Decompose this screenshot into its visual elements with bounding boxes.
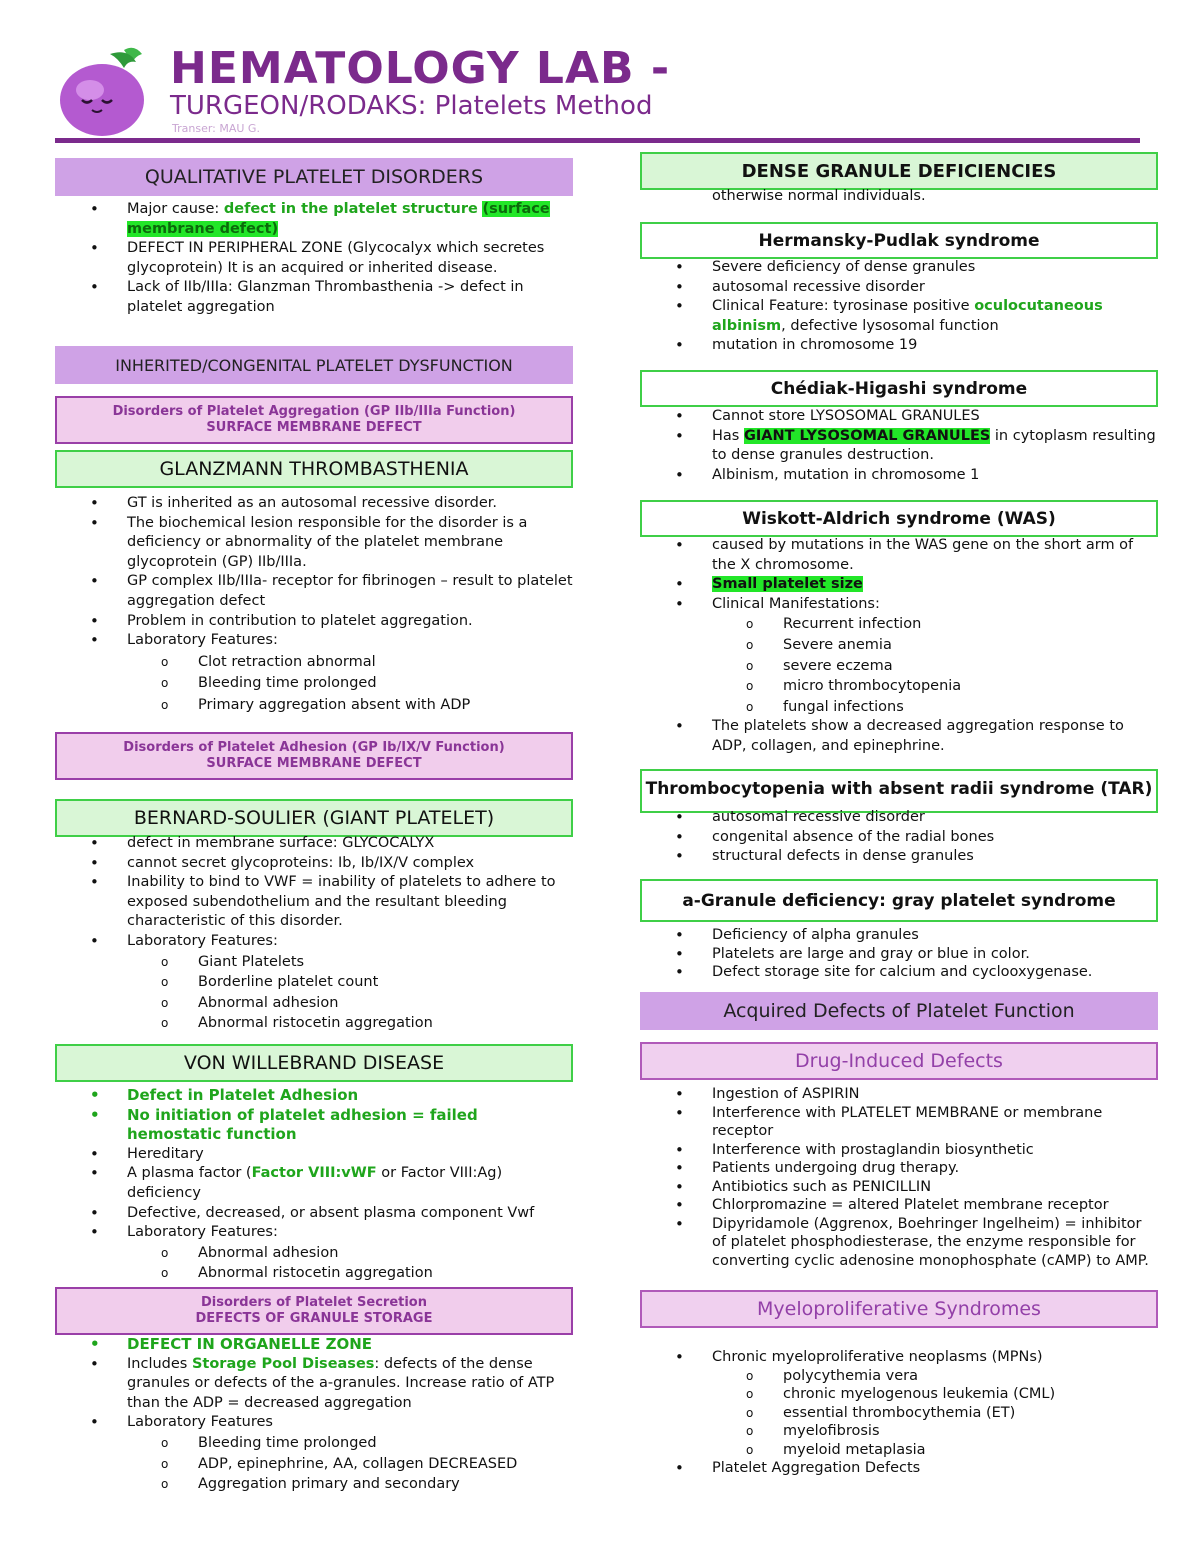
qualitative-disorders-heading: QUALITATIVE PLATELET DISORDERS — [55, 158, 573, 196]
adhesion-disorders-box — [55, 732, 573, 780]
myeloproliferative-list — [640, 1348, 1160, 1478]
von-willebrand-list — [55, 1086, 575, 1284]
list-item: • Laboratory Features: — [55, 631, 575, 651]
sub-item: o Clot retraction abnormal — [55, 653, 575, 673]
list-item: • Defect in Platelet Adhesion — [55, 1086, 575, 1106]
secretion-disorders-box — [55, 1287, 573, 1335]
list-item: • GP complex IIb/IIIa- receptor for fibrinogen – result to platelet aggregation defect — [55, 572, 575, 611]
list-item: • A plasma factor (Factor VIII:vWF or Factor VIII:Ag) deficiency — [55, 1164, 575, 1203]
chediak-higashi-heading: Chédiak-Higashi syndrome — [640, 370, 1158, 407]
bernard-soulier-heading: BERNARD-SOULIER (GIANT PLATELET) — [55, 799, 573, 837]
sub-item: o fungal infections — [640, 698, 1160, 718]
page-subtitle: TURGEON/RODAKS: Platelets Method — [170, 91, 653, 121]
sub-item: o myelofibrosis — [640, 1422, 1160, 1441]
list-item: • Problem in contribution to platelet aggregation. — [55, 612, 575, 632]
sub-item: o Recurrent infection — [640, 615, 1160, 635]
list-item: • Laboratory Features: — [55, 1223, 575, 1243]
tar-syndrome-title: Thrombocytopenia with absent radii syndrome (TAR) — [645, 779, 1153, 799]
list-item: • Laboratory Features — [55, 1413, 575, 1433]
header-rule — [55, 138, 1140, 143]
list-item: • mutation in chromosome 19 — [640, 336, 1160, 356]
gray-platelet-list — [640, 926, 1160, 982]
secretion-line2: DEFECTS OF GRANULE STORAGE — [195, 1311, 433, 1326]
wiskott-aldrich-heading: Wiskott-Aldrich syndrome (WAS) — [640, 500, 1158, 537]
sub-item: o chronic myelogenous leukemia (CML) — [640, 1385, 1160, 1404]
glanzmann-heading: GLANZMANN THROMBASTHENIA — [55, 450, 573, 488]
sub-item: o micro thrombocytopenia — [640, 677, 1160, 697]
list-item: • Deficiency of alpha granules — [640, 926, 1160, 945]
list-item: • Major cause: defect in the platelet structure (surface membrane defect) — [55, 200, 570, 239]
list-item: • The platelets show a decreased aggregation response to ADP, collagen, and epinephrine. — [640, 717, 1160, 756]
list-item: • Antibiotics such as PENICILLIN — [640, 1178, 1160, 1197]
list-item: • Severe deficiency of dense granules — [640, 258, 1160, 278]
list-item: • Defective, decreased, or absent plasma component Vwf — [55, 1204, 575, 1224]
eggplant-logo — [52, 42, 162, 142]
aggregation-disorders-box — [55, 396, 573, 444]
sub-item: o essential thrombocythemia (ET) — [640, 1404, 1160, 1423]
secretion-list — [55, 1335, 575, 1495]
sub-item: o Giant Platelets — [55, 953, 575, 973]
adhesion-line2: SURFACE MEMBRANE DEFECT — [206, 756, 422, 771]
list-item: • Small platelet size — [640, 575, 1160, 595]
sub-item: o myeloid metaplasia — [640, 1441, 1160, 1460]
list-item: • Clinical Feature: tyrosinase positive oculocutaneous albinism, defective lysosomal function — [640, 297, 1160, 336]
list-item: • Clinical Manifestations: — [640, 595, 1160, 615]
secretion-line1: Disorders of Platelet Secretion — [200, 1295, 427, 1310]
sub-item: o Severe anemia — [640, 636, 1160, 656]
list-item: • DEFECT IN ORGANELLE ZONE — [55, 1335, 575, 1355]
list-item: • autosomal recessive disorder — [640, 808, 1160, 828]
sub-item: o severe eczema — [640, 657, 1160, 677]
hermansky-pudlak-heading: Hermansky-Pudlak syndrome — [640, 222, 1158, 259]
list-item: • Platelets are large and gray or blue in color. — [640, 945, 1160, 964]
list-item: • Includes Storage Pool Diseases: defects of the dense granules or defects of the a-granules. Increase ratio of ATP than the ADP = decreased aggregation — [55, 1355, 575, 1414]
list-item: • Dipyridamole (Aggrenox, Boehringer Ingelheim) = inhibitor of platelet phosphodiesterase, the enzyme responsible for converting cyclic adenosine monophosphate (cAMP) to AMP. — [640, 1215, 1160, 1271]
list-item: • Has GIANT LYSOSOMAL GRANULES in cytoplasm resulting to dense granules destruction. — [640, 427, 1160, 466]
dense-granule-heading: DENSE GRANULE DEFICIENCIES — [640, 152, 1158, 190]
list-item: • DEFECT IN PERIPHERAL ZONE (Glycocalyx which secretes glycoprotein) It is an acquired or inherited disease. — [55, 239, 570, 278]
list-item: • Interference with PLATELET MEMBRANE or membrane receptor — [640, 1104, 1160, 1141]
list-item: • Hereditary — [55, 1145, 575, 1165]
transcriber-credit: Transer: MAU G. — [172, 122, 260, 135]
aggregation-line2: SURFACE MEMBRANE DEFECT — [206, 420, 422, 435]
list-item: • Patients undergoing drug therapy. — [640, 1159, 1160, 1178]
dense-granule-text: otherwise normal individuals. — [712, 188, 926, 204]
sub-item: o Bleeding time prolonged — [55, 674, 575, 694]
adhesion-line1: Disorders of Platelet Adhesion (GP Ib/IX/V Function) — [123, 740, 505, 755]
sub-item: o Borderline platelet count — [55, 973, 575, 993]
sub-item: o Abnormal ristocetin aggregation — [55, 1264, 575, 1284]
sub-item: o Abnormal ristocetin aggregation — [55, 1014, 575, 1034]
list-item: • Chlorpromazine = altered Platelet membrane receptor — [640, 1196, 1160, 1215]
sub-item: o Primary aggregation absent with ADP — [55, 696, 575, 716]
drug-induced-heading: Drug-Induced Defects — [640, 1042, 1158, 1080]
gray-platelet-heading: a-Granule deficiency: gray platelet syndrome — [640, 879, 1158, 922]
list-item: • caused by mutations in the WAS gene on the short arm of the X chromosome. — [640, 536, 1160, 575]
tar-syndrome-heading — [640, 769, 1158, 813]
sub-item: o ADP, epinephrine, AA, collagen DECREASED — [55, 1455, 575, 1475]
bernard-soulier-list — [55, 834, 575, 1034]
tar-syndrome-list — [640, 808, 1160, 867]
list-item: • The biochemical lesion responsible for the disorder is a deficiency or abnormality of the platelet membrane glycoprotein (GP) IIb/IIIa. — [55, 514, 575, 573]
list-item: • Lack of IIb/IIIa: Glanzman Thrombasthenia -> defect in platelet aggregation — [55, 278, 570, 317]
list-item: • cannot secret glycoproteins: Ib, Ib/IX/V complex — [55, 854, 575, 874]
list-item: • defect in membrane surface: GLYCOCALYX — [55, 834, 575, 854]
list-item: • structural defects in dense granules — [640, 847, 1160, 867]
glanzmann-list — [55, 494, 575, 716]
acquired-defects-heading: Acquired Defects of Platelet Function — [640, 992, 1158, 1030]
list-item: • Interference with prostaglandin biosynthetic — [640, 1141, 1160, 1160]
list-item: • GT is inherited as an autosomal recessive disorder. — [55, 494, 575, 514]
list-item: • Laboratory Features: — [55, 932, 575, 952]
sub-item: o Bleeding time prolonged — [55, 1434, 575, 1454]
list-item: • Platelet Aggregation Defects — [640, 1459, 1160, 1478]
list-item: • Defect storage site for calcium and cyclooxygenase. — [640, 963, 1160, 982]
inherited-heading: INHERITED/CONGENITAL PLATELET DYSFUNCTION — [55, 346, 573, 384]
myeloproliferative-heading: Myeloproliferative Syndromes — [640, 1290, 1158, 1328]
chediak-higashi-list — [640, 407, 1160, 485]
sub-item: o polycythemia vera — [640, 1367, 1160, 1386]
list-item: • Cannot store LYSOSOMAL GRANULES — [640, 407, 1160, 427]
wiskott-aldrich-list — [640, 536, 1160, 757]
page-title: HEMATOLOGY LAB - — [170, 43, 671, 94]
list-item: • Chronic myeloproliferative neoplasms (MPNs) — [640, 1348, 1160, 1367]
drug-induced-list — [640, 1085, 1160, 1270]
list-item: • congenital absence of the radial bones — [640, 828, 1160, 848]
sub-item: o Aggregation primary and secondary — [55, 1475, 575, 1495]
list-item: • No initiation of platelet adhesion = failed hemostatic function — [55, 1106, 575, 1145]
sub-item: o Abnormal adhesion — [55, 994, 575, 1014]
list-item: • Ingestion of ASPIRIN — [640, 1085, 1160, 1104]
hermansky-pudlak-list — [640, 258, 1160, 356]
aggregation-line1: Disorders of Platelet Aggregation (GP IIb/IIIa Function) — [112, 404, 516, 419]
sub-item: o Abnormal adhesion — [55, 1244, 575, 1264]
von-willebrand-heading: VON WILLEBRAND DISEASE — [55, 1044, 573, 1082]
qualitative-list — [55, 200, 570, 318]
list-item: • Albinism, mutation in chromosome 1 — [640, 466, 1160, 486]
list-item: • autosomal recessive disorder — [640, 278, 1160, 298]
list-item: • Inability to bind to VWF = inability of platelets to adhere to exposed subendothelium and the resultant bleeding characteristic of this disorder. — [55, 873, 575, 932]
